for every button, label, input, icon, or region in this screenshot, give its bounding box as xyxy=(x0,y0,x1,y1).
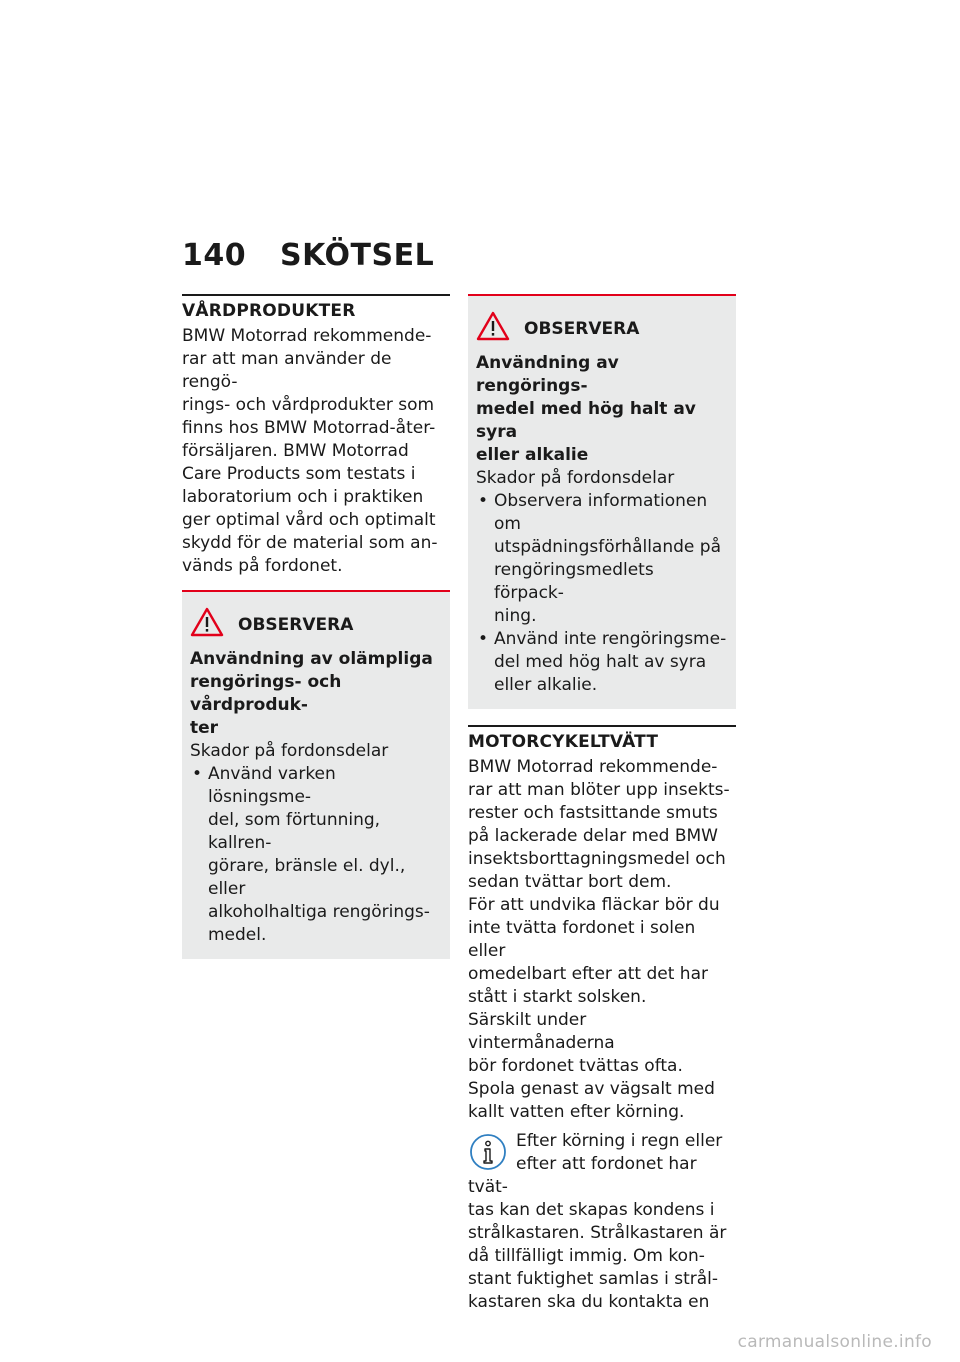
text-line: finns hos BMW Motorrad-åter- xyxy=(182,418,436,438)
text-line: del med hög halt av syra xyxy=(494,652,707,672)
vardprodukter-paragraph xyxy=(182,325,450,578)
section-title-vardprodukter: VÅRDPRODUKTER xyxy=(182,301,356,321)
text-line: sedan tvättar bort dem. xyxy=(468,872,672,892)
text-line: omedelbart efter att det har xyxy=(468,964,708,984)
text-line: tas kan det skapas kondens i xyxy=(468,1200,715,1220)
text-line: rester och fastsittande smuts xyxy=(468,803,718,823)
text-line: rings- och vårdprodukter som xyxy=(182,395,435,415)
text-line: efter att fordonet har tvät- xyxy=(468,1154,697,1197)
text-line: del, som förtunning, kallren- xyxy=(208,810,381,853)
text-line: • Använd varken lösningsme- xyxy=(208,764,336,807)
info-icon xyxy=(468,1132,508,1172)
warning-title-line: Användning av olämpliga xyxy=(190,649,433,669)
info-note xyxy=(468,1130,736,1314)
motorcykeltvatt-text xyxy=(468,756,736,1124)
warning-bullet-list xyxy=(476,490,728,697)
warning-title-line: eller alkalie xyxy=(476,445,589,465)
text-line: BMW Motorrad rekommende- xyxy=(182,326,432,346)
text-line: BMW Motorrad rekommende- xyxy=(468,757,718,777)
section-title-motorcykeltvatt: MOTORCYKELTVÄTT xyxy=(468,732,659,752)
text-line: laboratorium och i praktiken xyxy=(182,487,424,507)
warning-title-line: Användning av rengörings- xyxy=(476,353,619,396)
text-line: För att undvika fläckar bör du xyxy=(468,895,720,915)
text-line: strålkastaren. Strålkastaren är xyxy=(468,1223,727,1243)
text-line: • Observera informationen om xyxy=(494,491,708,534)
bullet-item xyxy=(190,763,442,947)
text-line: Efter körning i regn eller xyxy=(516,1131,723,1151)
warning-title-line: rengörings- och vårdproduk- xyxy=(190,672,342,715)
text-line: Care Products som testats i xyxy=(182,464,416,484)
section-rule xyxy=(182,294,450,296)
warning-triangle-icon xyxy=(476,310,510,342)
warning-label: OBSERVERA xyxy=(238,615,354,635)
text-line: insektsborttagningsmedel och xyxy=(468,849,726,869)
warning-box-olampliga xyxy=(182,590,450,959)
text-line: alkoholhaltiga rengörings- xyxy=(208,902,430,922)
warning-bullet-list xyxy=(190,763,442,947)
text-line: försäljaren. BMW Motorrad xyxy=(182,441,409,461)
text-line: stått i starkt solsken. xyxy=(468,987,647,1007)
text-line: Spola genast av vägsalt med xyxy=(468,1079,715,1099)
text-line: då tillfälligt immig. Om kon- xyxy=(468,1246,705,1266)
text-line: skydd för de material som an- xyxy=(182,533,438,553)
text-line: utspädningsförhållande på xyxy=(494,537,721,557)
text-line: görare, bränsle el. dyl., eller xyxy=(208,856,406,899)
text-line: kallt vatten efter körning. xyxy=(468,1102,685,1122)
warning-header xyxy=(476,310,728,342)
text-line: • Använd inte rengöringsme- xyxy=(494,629,727,649)
page-number: 140 xyxy=(182,238,247,273)
warning-header xyxy=(190,606,442,638)
text-line: stant fuktighet samlas i strål- xyxy=(468,1269,719,1289)
text-line: på lackerade delar med BMW xyxy=(468,826,718,846)
bullet-item xyxy=(476,628,728,697)
right-column xyxy=(468,294,736,1314)
warning-title-line: ter xyxy=(190,718,219,738)
page-header xyxy=(182,238,434,273)
text-line: rar att man blöter upp insekts- xyxy=(468,780,730,800)
warning-triangle-icon xyxy=(190,606,224,638)
text-line: kastaren ska du kontakta en xyxy=(468,1292,710,1312)
text-line: rar att man använder de rengö- xyxy=(182,349,392,392)
bullet-item xyxy=(476,490,728,628)
chapter-title: SKÖTSEL xyxy=(280,238,435,273)
warning-label: OBSERVERA xyxy=(524,319,640,339)
text-line: Särskilt under vintermånaderna xyxy=(468,1010,615,1053)
text-line: bör fordonet tvättas ofta. xyxy=(468,1056,683,1076)
warning-title-line: medel med hög halt av syra xyxy=(476,399,696,442)
left-column xyxy=(182,294,450,959)
watermark: carmanualsonline.info xyxy=(737,1332,932,1352)
section-rule xyxy=(468,725,736,727)
warning-consequence: Skador på fordonsdelar xyxy=(190,741,389,761)
text-line: medel. xyxy=(208,925,267,945)
text-line: rengöringsmedlets förpack- xyxy=(494,560,654,603)
text-line: inte tvätta fordonet i solen eller xyxy=(468,918,696,961)
warning-box-syra xyxy=(468,294,736,709)
text-line: ning. xyxy=(494,606,537,626)
text-line: eller alkalie. xyxy=(494,675,598,695)
text-line: ger optimal vård och optimalt xyxy=(182,510,436,530)
text-line: vänds på fordonet. xyxy=(182,556,343,576)
warning-consequence: Skador på fordonsdelar xyxy=(476,468,675,488)
